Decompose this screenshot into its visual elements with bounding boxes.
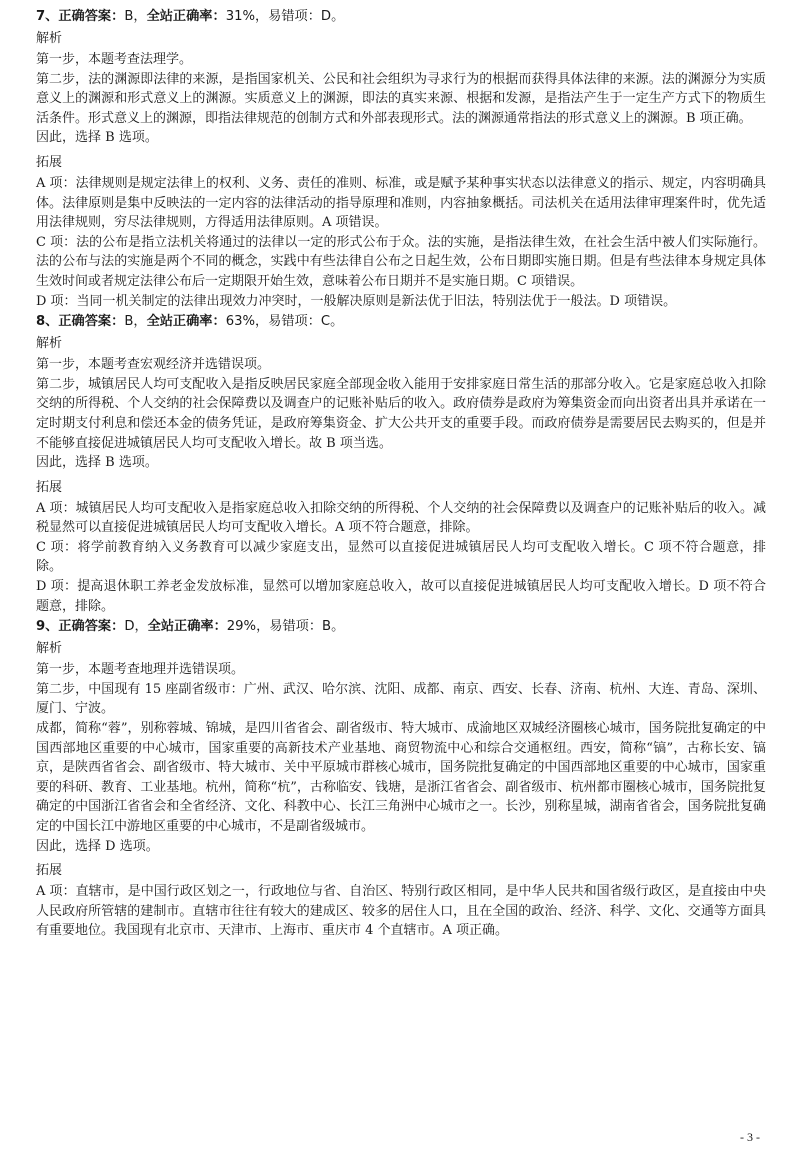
- extension-paragraph: A 项：法律规则是规定法律上的权利、义务、责任的准则、标准，或是赋予某种事实状态以法律意义的指示、规定，内容明确具体。法律原则是集中反映法的一定内容的法律活动的指导原理和准则，内容抽象概括。司法机关在适用法律审理案件时，优先适用法律规则，穷尽法律规则，方得适用法律原则。A 项错误。: [36, 175, 766, 231]
- extension-label: 拓展: [36, 863, 63, 879]
- analysis-label: 解析: [36, 336, 63, 352]
- analysis-paragraph: 第一步，本题考查地理并选错误项。: [36, 662, 245, 678]
- extension-paragraph: A 项：直辖市，是中国行政区划之一，行政地位与省、自治区、特别行政区相同，是中华人民共和国省级行政区，是直接由中央人民政府所管辖的建制市。直辖市往往有较大的建成区、较多的居住人口，且在全国的政治、经济、科学、文化、交通等方面具有重要地位。我国现有北京市、天津市、上海市、重庆市 4 个直辖市。A 项正确。: [36, 884, 766, 939]
- analysis-paragraph: 第二步，法的渊源即法律的来源，是指国家机关、公民和社会组织为寻求行为的根据而获得具体法律的来源。法的渊源分为实质意义上的渊源和形式意义上的渊源。实质意义上的渊源，即法的真实来源、根据和发源，是指法产生于一定生产方式下的物质生活条件。形式意义上的渊源，即指法律规范的创制方式和外部表现形式。法的渊源通常指法的形式意义上的渊源。B 项正确。: [36, 71, 766, 126]
- extension-label: 拓展: [36, 154, 63, 170]
- extension-label: 拓展: [36, 479, 63, 495]
- analysis-paragraph: 因此，选择 D 选项。: [36, 838, 159, 854]
- analysis-paragraph: 第一步，本题考查宏观经济并选错误项。: [36, 357, 271, 373]
- page-number: - 3 -: [740, 1130, 760, 1144]
- extension-paragraph: C 项：将学前教育纳入义务教育可以减少家庭支出，显然可以直接促进城镇居民人均可支配收入增长。C 项不符合题意，排除。: [36, 539, 766, 575]
- analysis-paragraph: 第二步，城镇居民人均可支配收入是指反映居民家庭全部现金收入能用于安排家庭日常生活的那部分收入。它是家庭总收入扣除交纳的所得税、个人交纳的社会保障费以及调查户的记账补贴后的收入。政府债券是政府为筹集资金而向出资者出具并承诺在一定时期支付利息和偿还本金的债务凭证，是政府筹集资金、扩大公共开支的重要手段。而政府债券是需要居民去购买的，但是并不能够直接促进城镇居民人均可支配收入增长。故 B 项当选。: [36, 376, 766, 451]
- question-header: 9、正确答案：D，全站正确率：29%，易错项：B。: [36, 619, 345, 635]
- analysis-paragraph: 第一步，本题考查法理学。: [36, 52, 193, 67]
- extension-paragraph: D 项：提高退休职工养老金发放标准，显然可以增加家庭总收入，故可以直接促进城镇居民人均可支配收入增长。D 项不符合题意，排除。: [36, 579, 766, 614]
- analysis-paragraph: 因此，选择 B 选项。: [36, 455, 158, 471]
- answer-document: [36, 6, 766, 941]
- question-8: [36, 311, 766, 616]
- extension-paragraph: A 项：城镇居民人均可支配收入是指家庭总收入扣除交纳的所得税、个人交纳的社会保障费以及调查户的记账补贴后的收入。减税显然可以直接促进城镇居民人均可支配收入增长。A 项不符合题意，排除。: [36, 500, 766, 536]
- question-9: [36, 616, 766, 941]
- analysis-paragraph: 第二步，中国现有 15 座副省级市：广州、武汉、哈尔滨、沈阳、成都、南京、西安、长春、济南、杭州、大连、青岛、深圳、厦门、宁波。: [36, 681, 766, 717]
- question-header: 7、正确答案：B，全站正确率：31%，易错项：D。: [36, 9, 345, 24]
- extension-paragraph: C 项：法的公布是指立法机关将通过的法律以一定的形式公布于众。法的实施，是指法律生效，在社会生活中被人们实际施行。法的公布与法的实施是两个不同的概念，实践中有些法律自公布之日起生效，公布日期即实施日期。但是有些法律本身规定具体生效时间或者规定法律公布后一定期限开始生效，意味着公布日期并不是实施日期。C 项错误。: [36, 234, 766, 289]
- analysis-paragraph: 成都，简称“蓉”，别称蓉城、锦城，是四川省省会、副省级市、特大城市、成渝地区双城经济圈核心城市，国务院批复确定的中国西部地区重要的中心城市，国家重要的高新技术产业基地、商贸物流中心和综合交通枢纽。西安，简称“镐”，古称长安、镐京，是陕西省省会、副省级市、特大城市、关中平原城市群核心城市，国务院批复确定的中国西部地区重要的中心城市，国家重要的科研、教育、工业基地。杭州，简称“杭”，古称临安、钱塘，是浙江省省会、副省级市、杭州都市圈核心城市，国务院批复确定的中国浙江省省会和全省经济、文化、科教中心、长江三角洲中心城市之一。长沙，别称星城，湖南省省会，国务院批复确定的中国长江中游地区重要的中心城市，不是副省级城市。: [36, 721, 766, 834]
- extension-paragraph: D 项：当同一机关制定的法律出现效力冲突时，一般解决原则是新法优于旧法，特别法优于一般法。D 项错误。: [36, 293, 677, 309]
- analysis-label: 解析: [36, 641, 63, 657]
- question-7: [36, 6, 766, 311]
- analysis-label: 解析: [36, 31, 63, 46]
- analysis-paragraph: 因此，选择 B 选项。: [36, 130, 158, 146]
- question-header: 8、正确答案：B，全站正确率：63%，易错项：C。: [36, 314, 344, 330]
